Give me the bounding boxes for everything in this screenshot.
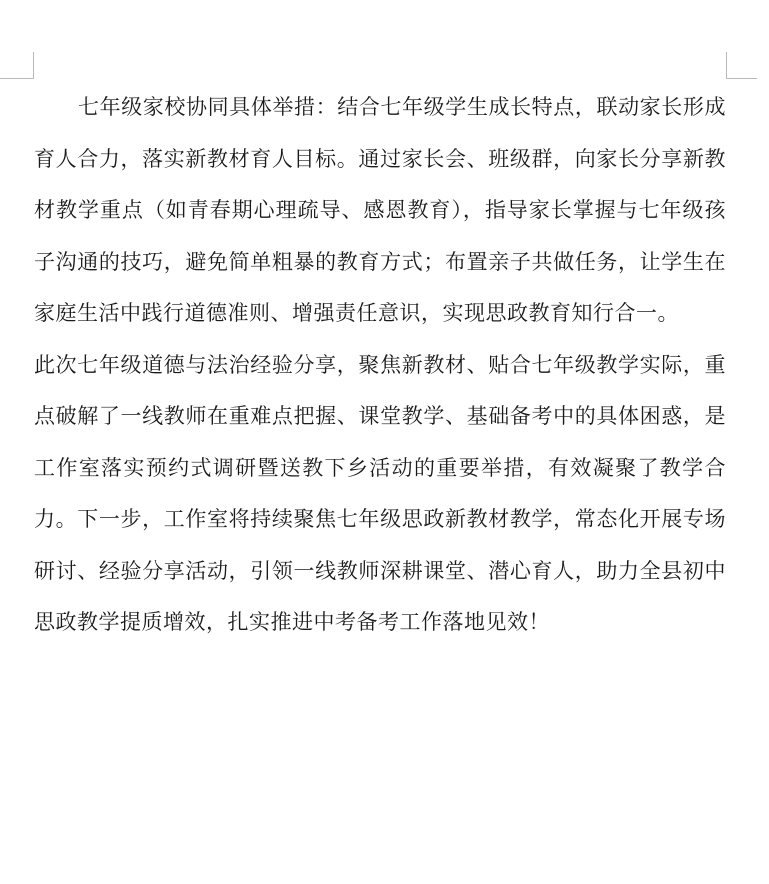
document-body [34, 82, 726, 649]
paragraph-home-school-cooperation: 七年级家校协同具体举措：结合七年级学生成长特点，联动家长形成育人合力，落实新教材育人目标。通过家长会、班级群，向家长分享新教材教学重点（如青春期心理疏导、感恩教育），指导家长掌握与七年级孩子沟通的技巧，避免简单粗暴的教育方式；布置亲子共做任务，让学生在家庭生活中践行道德准则、增强责任意识，实现思政教育知行合一。 [34, 95, 726, 325]
page-margin-marker-top-left [0, 52, 34, 79]
page-margin-marker-top-right [726, 52, 757, 79]
paragraph-summary: 此次七年级道德与法治经验分享，聚焦新教材、贴合七年级教学实际，重点破解了一线教师在重难点把握、课堂教学、基础备考中的具体困惑，是工作室落实预约式调研暨送教下乡活动的重要举措，有效凝聚了教学合力。下一步，工作室将持续聚焦七年级思政新教材教学，常态化开展专场研讨、经验分享活动，引领一线教师深耕课堂、潜心育人，助力全县初中思政教学提质增效，扎实推进中考备考工作落地见效！ [34, 352, 726, 634]
